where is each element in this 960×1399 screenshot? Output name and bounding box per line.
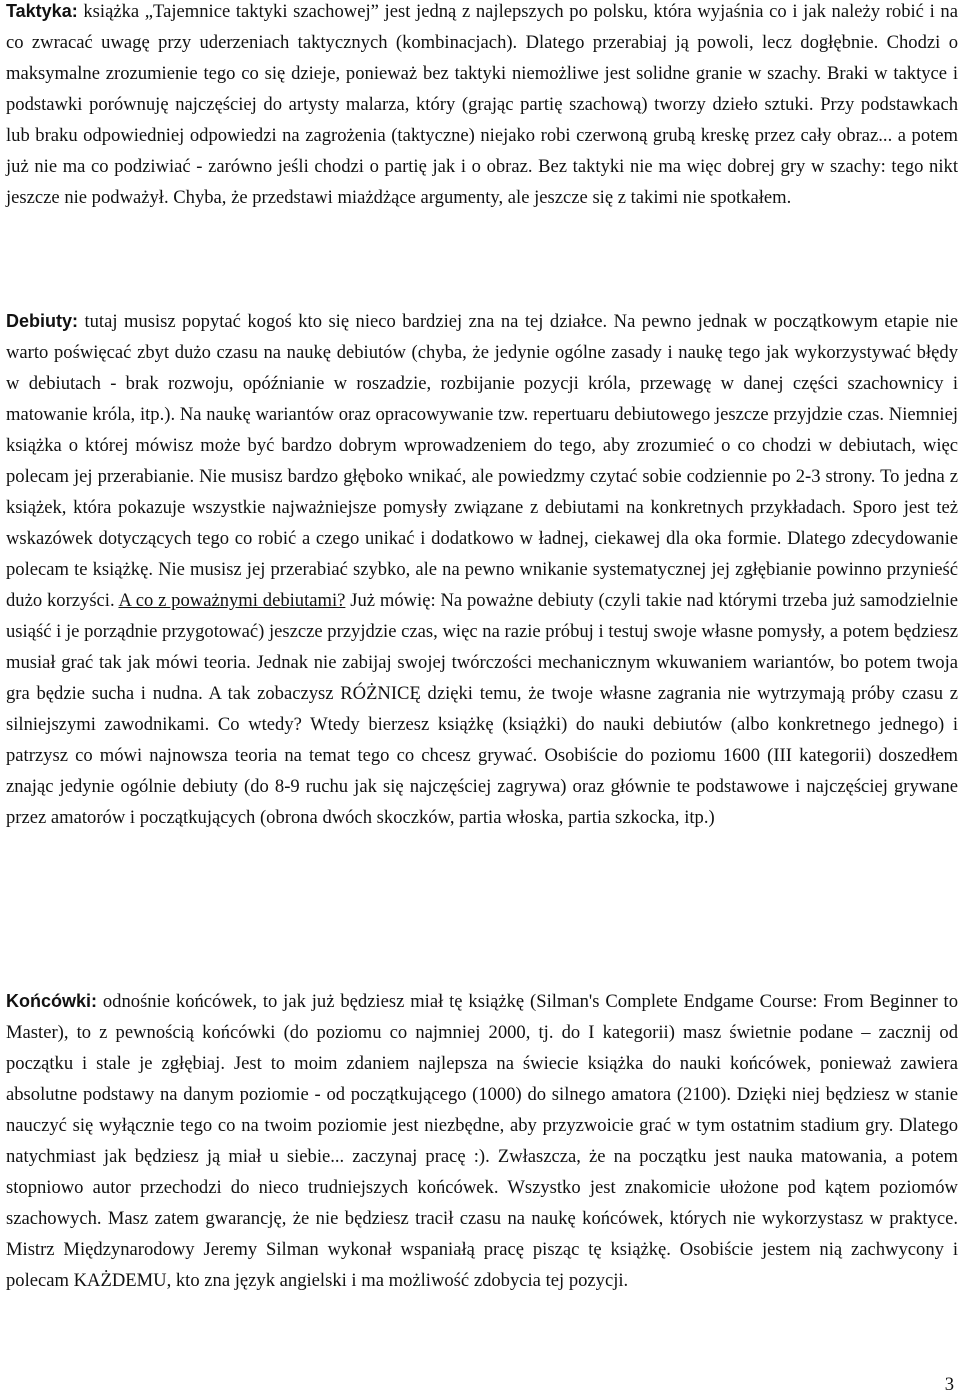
page-number: 3 (944, 1374, 954, 1395)
paragraph-tactics (6, 0, 958, 213)
heading-tactics: Taktyka: (6, 1, 78, 21)
paragraph-openings (6, 306, 958, 833)
paragraph-endgames (6, 986, 958, 1296)
heading-endgames: Końcówki: (6, 991, 98, 1011)
text-openings-part-1: tutaj musisz popytać kogoś kto się nieco bardziej zna na tej działce. Na pewno jednak w początkowym etapie nie warto poświęcać zbyt dużo czasu na naukę debiutów (chyba, że jedynie ogólne zasady i naukę tego jak wykorzystywać błędy w debiutach - brak rozwoju, opóźnianie w roszadzie, rozbijanie pozycji króla, przewagę w danej części szachownicy i matowanie króla, itp.). Na naukę wariantów oraz opracowywanie tzw. repertuaru debiutowego jeszcze przyjdzie czas. Niemniej książka o której mówisz może być bardzo dobrym wprowadzeniem do tego, aby zrozumieć o co chodzi w debiutach, więc polecam jej przerabianie. Nie musisz bardzo głęboko wnikać, ale powiedzmy czytać sobie codziennie po 2-3 strony. To jedna z książek, która pokazuje wszystkie najważniejsze pomysły związane z debiutami na konkretnych przykładach. Sporo jest też wskazówek dotyczących tego co robić a czego unikać i dodatkowo w ładnej, ciekawej dla oka formie. Dlatego zdecydowanie polecam te książkę. Nie musisz jej przerabiać szybko, ale na pewno wnikanie systematycznej jej zgłębianie powinno przynieść dużo korzyści. (6, 311, 958, 611)
underlined-question: A co z poważnymi debiutami? (118, 590, 346, 611)
heading-openings: Debiuty: (6, 311, 78, 331)
text-endgames: odnośnie końcówek, to jak już będziesz miał tę książkę (Silman's Complete Endgame Course: From Beginner to Master), to z pewnością końcówki (do poziomu co najmniej 2000, tj. do I kategorii) masz świetnie podane – zacznij od początku i stale je zgłębiaj. Jest to moim zdaniem najlepsza na świecie książka do nauki końcówek, ponieważ zawiera absolutne podstawy na danym poziomie - od początkującego (1000) do silnego amatora (2100). Dzięki niej będziesz w stanie nauczyć się wyłącznie tego co na twoim poziomie jest niezbędne, aby przyzwoicie grać w tym ostatnim stadium gry. Dlatego natychmiast jak będziesz ją miał u siebie... zaczynaj pracę :). Zwłaszcza, że na początku jest nauka matowania, a potem stopniowo autor przechodzi do nieco trudniejszych końcówek. Wszystko jest znakomicie ułożone pod kątem poziomów szachowych. Masz zatem gwarancję, że nie będziesz tracił czasu na naukę końcówek, których nie wykorzystasz w praktyce. Mistrz Międzynarodowy Jeremy Silman wykonał wspaniałą pracę pisząc tę książkę. Osobiście jestem nią zachwycony i polecam KAŻDEMU, kto zna język angielski i ma możliwość zdobycia tej pozycji. (6, 991, 958, 1291)
text-openings-part-2: Już mówię: Na poważne debiuty (czyli takie nad którymi trzeba już samodzielnie usiąść i je porządnie przygotować) jeszcze przyjdzie czas, więc na razie próbuj i testuj swoje własne pomysły, a potem będziesz musiał grać tak jak mówi teoria. Jednak nie zabijaj swojej twórczości mechanicznym wkuwaniem wariantów, bo potem twoja gra będzie sucha i nudna. A tak zobaczysz RÓŻNICĘ dzięki temu, że twoje własne zagrania nie wytrzymają próby czasu z silniejszymi zawodnikami. Co wtedy? Wtedy bierzesz książkę (książki) do nauki debiutów (albo konkretnego jednego) i patrzysz co mówi najnowsza teoria na temat tego co chcesz grywać. Osobiście do poziomu 1600 (III kategorii) doszedłem znając jedynie ogólnie debiuty (do 8-9 ruchu jak się najczęściej zagrywa) oraz głównie te podstawowe i najczęściej grywane przez amatorów i początkujących (obrona dwóch skoczków, partia włoska, partia szkocka, itp.) (6, 590, 958, 828)
text-tactics: książka „Tajemnice taktyki szachowej” jest jedną z najlepszych po polsku, która wyjaśnia co i jak należy robić i na co zwracać uwagę przy uderzeniach taktycznych (kombinacjach). Dlatego przerabiaj ją powoli, lecz dogłębnie. Chodzi o maksymalne zrozumienie tego co się dzieje, ponieważ bez taktyki niemożliwe jest solidne granie w szachy. Braki w taktyce i podstawki porównuję najczęściej do artysty malarza, który (grając partię szachową) tworzy dzieło sztuki. Przy podstawkach lub braku odpowiedniej odpowiedzi na zagrożenia (taktyczne) niejako robi czerwoną grubą kreskę przez cały obraz... a potem już nie ma co podziwiać - zarówno jeśli chodzi o partię jak i o obraz. Bez taktyki nie ma więc dobrej gry w szachy: tego nikt jeszcze nie podważył. Chyba, że przedstawi miażdżące argumenty, ale jeszcze się z takimi nie spotkałem. (6, 1, 958, 208)
